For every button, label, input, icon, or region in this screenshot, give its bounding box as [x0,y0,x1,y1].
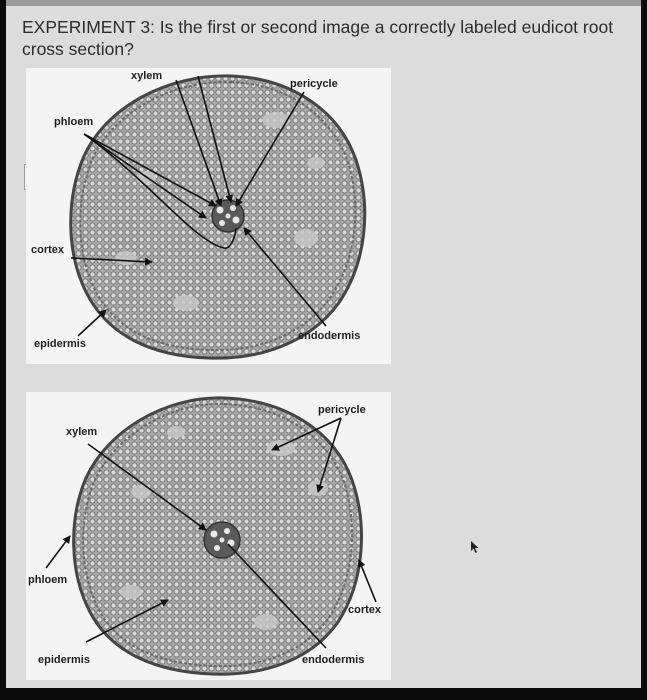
label-cortex: cortex [31,244,65,256]
question-text: EXPERIMENT 3: Is the first or second image a correctly labeled eudicot root cross section? [22,17,614,59]
question-card [6,0,643,688]
label-cortex: cortex [348,604,382,616]
image-1-drawing [26,68,391,364]
mouse-cursor-icon [470,540,480,554]
label-phloem: phloem [54,116,94,128]
label-phloem: phloem [28,574,68,586]
label-pericycle: pericycle [318,404,366,416]
label-epidermis: epidermis [34,338,86,350]
label-endodermis: endodermis [302,654,365,666]
label-endodermis: endodermis [298,330,361,342]
root-cross-section-image-2 [26,392,391,680]
label-pericycle: pericycle [290,78,338,90]
label-xylem: xylem [66,426,98,438]
top-strip [6,0,641,6]
root-cross-section-image-1 [26,68,391,364]
bottom-bar [0,688,647,700]
label-epidermis: epidermis [38,654,90,666]
label-xylem: xylem [131,70,163,82]
